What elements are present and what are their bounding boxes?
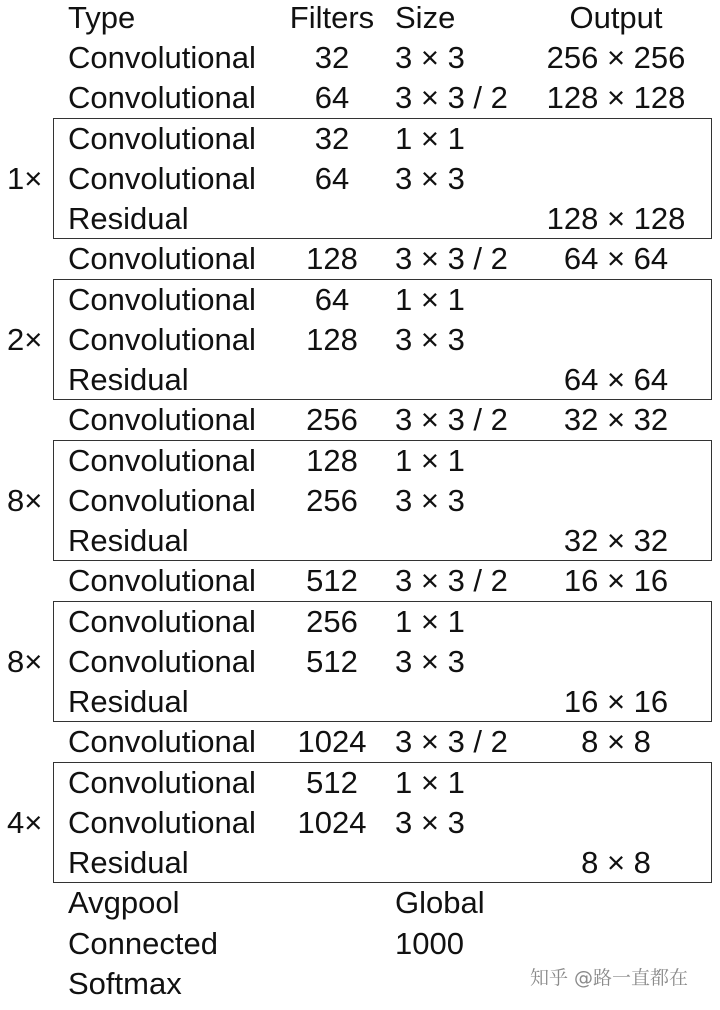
cell-type: Convolutional bbox=[68, 160, 256, 196]
cell-type: Convolutional bbox=[68, 321, 256, 357]
cell-filters: 128 bbox=[306, 241, 358, 277]
cell-size: 1 × 1 bbox=[395, 764, 465, 800]
table-row bbox=[0, 400, 720, 440]
cell-output: 8 × 8 bbox=[581, 845, 651, 880]
cell-output: 256 × 256 bbox=[546, 40, 686, 75]
residual-block-box bbox=[53, 601, 712, 723]
residual-block-box bbox=[53, 279, 712, 401]
cell-size: 3 × 3 / 2 bbox=[395, 241, 508, 277]
table-row bbox=[0, 924, 720, 964]
block-multiplier: 8× bbox=[7, 482, 43, 518]
cell-output: 32 × 32 bbox=[563, 523, 669, 558]
cell-filters: 64 bbox=[314, 160, 350, 196]
cell-type: Residual bbox=[68, 684, 189, 719]
cell-filters: 512 bbox=[306, 643, 358, 679]
table-row bbox=[0, 722, 720, 762]
header-filters: Filters bbox=[289, 0, 375, 35]
cell-size: 1 × 1 bbox=[395, 120, 465, 156]
block-multiplier: 8× bbox=[7, 643, 43, 679]
cell-type: Convolutional bbox=[68, 764, 256, 800]
cell-output: 128 × 128 bbox=[546, 201, 686, 236]
cell-type: Residual bbox=[68, 362, 189, 397]
cell-output: 32 × 32 bbox=[563, 402, 669, 438]
residual-block-box bbox=[53, 762, 712, 884]
cell-type: Convolutional bbox=[68, 603, 256, 639]
block-multiplier: 1× bbox=[7, 160, 43, 196]
table-row bbox=[0, 883, 720, 923]
cell-type: Softmax bbox=[68, 965, 182, 1001]
cell-type: Convolutional bbox=[68, 120, 256, 156]
cell-type: Convolutional bbox=[68, 40, 256, 75]
table-row bbox=[0, 38, 720, 78]
cell-filters: 256 bbox=[306, 482, 358, 518]
cell-type: Convolutional bbox=[68, 241, 256, 277]
block-multiplier: 2× bbox=[7, 321, 43, 357]
cell-filters: 64 bbox=[314, 80, 350, 116]
cell-size: 3 × 3 bbox=[395, 40, 465, 75]
residual-block-box bbox=[53, 440, 712, 562]
cell-size: 3 × 3 bbox=[395, 321, 465, 357]
cell-size: 1000 bbox=[395, 925, 464, 961]
cell-type: Convolutional bbox=[68, 482, 256, 518]
cell-output: 128 × 128 bbox=[546, 80, 686, 116]
residual-block-box bbox=[53, 118, 712, 240]
cell-type: Convolutional bbox=[68, 281, 256, 317]
cell-size: 3 × 3 / 2 bbox=[395, 80, 508, 116]
cell-output: 8 × 8 bbox=[581, 724, 651, 760]
cell-type: Residual bbox=[68, 201, 189, 236]
cell-filters: 128 bbox=[306, 321, 358, 357]
cell-size: 3 × 3 bbox=[395, 160, 465, 196]
cell-output: 64 × 64 bbox=[563, 241, 669, 277]
cell-size: 3 × 3 bbox=[395, 643, 465, 679]
watermark-text: 知乎 @路一直都在 bbox=[530, 967, 689, 989]
cell-filters: 256 bbox=[306, 402, 358, 438]
cell-filters: 1024 bbox=[297, 724, 367, 760]
cell-filters: 128 bbox=[306, 442, 358, 478]
cell-filters: 256 bbox=[306, 603, 358, 639]
table-row bbox=[0, 239, 720, 279]
header-size: Size bbox=[395, 0, 456, 35]
cell-output: 16 × 16 bbox=[563, 563, 669, 599]
table-row bbox=[0, 78, 720, 118]
cell-output: 64 × 64 bbox=[563, 362, 669, 397]
cell-filters: 512 bbox=[306, 764, 358, 800]
cell-filters: 512 bbox=[306, 563, 358, 599]
cell-filters: 32 bbox=[314, 120, 350, 156]
cell-size: 1 × 1 bbox=[395, 603, 465, 639]
header-type: Type bbox=[68, 0, 136, 35]
cell-output: 16 × 16 bbox=[563, 684, 669, 719]
cell-size: 3 × 3 bbox=[395, 804, 465, 840]
cell-filters: 1024 bbox=[297, 804, 367, 840]
block-multiplier: 4× bbox=[7, 804, 43, 840]
cell-type: Connected bbox=[68, 925, 218, 961]
cell-type: Convolutional bbox=[68, 724, 256, 760]
cell-type: Convolutional bbox=[68, 80, 256, 116]
cell-type: Residual bbox=[68, 523, 189, 558]
cell-size: 3 × 3 bbox=[395, 482, 465, 518]
cell-size: 3 × 3 / 2 bbox=[395, 402, 508, 438]
cell-type: Convolutional bbox=[68, 804, 256, 840]
cell-type: Convolutional bbox=[68, 643, 256, 679]
cell-type: Avgpool bbox=[68, 885, 180, 921]
cell-size: Global bbox=[395, 885, 485, 921]
cell-size: 3 × 3 / 2 bbox=[395, 724, 508, 760]
cell-size: 1 × 1 bbox=[395, 281, 465, 317]
cell-size: 3 × 3 / 2 bbox=[395, 563, 508, 599]
table-row bbox=[0, 561, 720, 601]
cell-type: Convolutional bbox=[68, 402, 256, 438]
cell-type: Convolutional bbox=[68, 563, 256, 599]
header-output: Output bbox=[569, 0, 663, 35]
table-header-row bbox=[0, 0, 720, 38]
cell-filters: 64 bbox=[314, 281, 350, 317]
cell-size: 1 × 1 bbox=[395, 442, 465, 478]
cell-type: Residual bbox=[68, 845, 189, 880]
cell-filters: 32 bbox=[314, 40, 350, 75]
cell-type: Convolutional bbox=[68, 442, 256, 478]
